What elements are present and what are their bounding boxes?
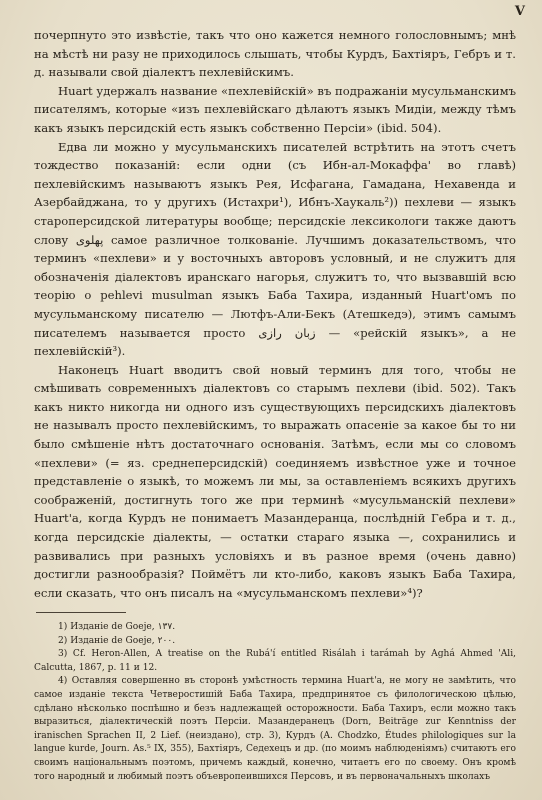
page-number: V [514, 4, 526, 19]
footnote-divider [36, 612, 126, 613]
footnote-4: 4) Оставляя совершенно въ сторонѣ умѣстность термина Huart'а, не могу не замѣтить, что самое изданіе текста Четверостишій Баба Тахира, предпринятое съ филологическою цѣлью, сдѣлано нѣсколько поспѣшно и безъ надлежащей осторожности. Баба Тахиръ, если можно такъ выразиться, діалектическій поэтъ Персіи. Мазандеранецъ (Dorn, Beiträge zur Kenntniss der iranischen Sprachen II, 2 Lief. (неиздано), стр. 3), Курдъ (A. Chodzko, Études philologiques sur la langue kurde, Journ. As.⁵ IX, 355), Бахтіяръ, Седехецъ и др. (по моимъ наблюденіямъ) считаютъ его своимъ національнымъ поэтомъ, причемъ каждый, конечно, читаетъ его по своему. Онъ кромѣ того народный и любимый поэтъ объевропеившихся Персовъ, и въ первоначальныхъ школахъ [34, 676, 516, 782]
main-text [34, 26, 516, 602]
footnote-1: 1) Изданіе de Goeje, ۱۳۷. [58, 622, 176, 632]
paragraph-3: Едва ли можно у мусульманскихъ писателей встрѣтить на этотъ счетъ тождество показаній: если одни (съ Ибн-ал-Мокаффа' во главѣ) пехлевійскимъ называютъ языкъ Рея, Исфагана, Гамадана, Нехавенда и Азербайджана, то у другихъ (Истахри¹), Ибнъ-Хаукаль²)) пехлеви — языкъ староперсидской литературы вообще; персидскіе лексикологи также даютъ слову پهلوی самое различное толкованіе. Лучшимъ доказательствомъ, что терминъ «пехлеви» и у восточныхъ авторовъ условный, и не служитъ для обозначенія діалектовъ иранскаго нагорья, служитъ то, что вызвавшій всю теорію о pehlevi musulman языкъ Баба Тахира, изданный Huart'омъ по мусульманскому писателю — Лютфъ-Али-Бекъ (Атешкедэ), этимъ самымъ писателемъ называется просто زبان رازی — «рейскій языкъ», а не пехлевійскій³). [34, 139, 516, 359]
paragraph-2: Huart удержалъ название «пехлевійскій» въ подражаніи мусульманскимъ писателямъ, которые «изъ пехлевійскаго дѣлаютъ языкъ Мидіи, между тѣмъ какъ языкъ персидскій есть языкъ собственно Персіи» (ibid. 504). [34, 83, 516, 135]
paragraph-4: Наконецъ Huart вводитъ свой новый терминъ для того, чтобы не смѣшивать современныхъ діалектовъ со старымъ пехлеви (ibid. 502). Такъ какъ никто никогда ни одного изъ существующихъ персидскихъ діалектовъ не называлъ просто пехлевійскимъ, то выражать опасеніе за какое бы то ни было смѣшеніе нѣтъ достаточнаго основанія. Затѣмъ, если мы со словомъ «пехлеви» (= яз. среднеперсидскій) соединяемъ извѣстное уже и точное представленіе о языкѣ, то можемъ ли мы, за оставленіемъ всякихъ другихъ соображеній, достигнуть того же при терминѣ «мусульманскій пехлеви» Huart'а, когда Курдъ не понимаетъ Мазандеранца, послѣдній Гебра и т. д., когда персидскіе діалекты, — остатки стараго языка —, сохранились и развивались при разныхъ условіяхъ и въ разное время (очень давно) достигли разнообразія? Поймётъ ли кто-либо, каковъ языкъ Баба Тахира, если сказать, что онъ писалъ на «мусульманскомъ пехлеви»⁴)? [34, 362, 516, 600]
footnotes [34, 621, 516, 784]
footnote-3: 3) Cf. Heron-Allen, A treatise on the Rubá'í entitled Risálah i tarámah by Aghá Ahmed 'Ali, Calcutta, 1867, p. 11 и 12. [34, 649, 516, 673]
footnote-2: 2) Изданіе de Goeje, ۲۰۰. [58, 635, 176, 646]
paragraph-1: почерпнуто это извѣстіе, такъ что оно кажется немного голословнымъ; мнѣ на мѣстѣ ни разу не приходилось слышать, чтобы Курдъ, Бахтіяръ, Гебръ и т. д. называли свой діалектъ пехлевійскимъ. [34, 28, 516, 80]
